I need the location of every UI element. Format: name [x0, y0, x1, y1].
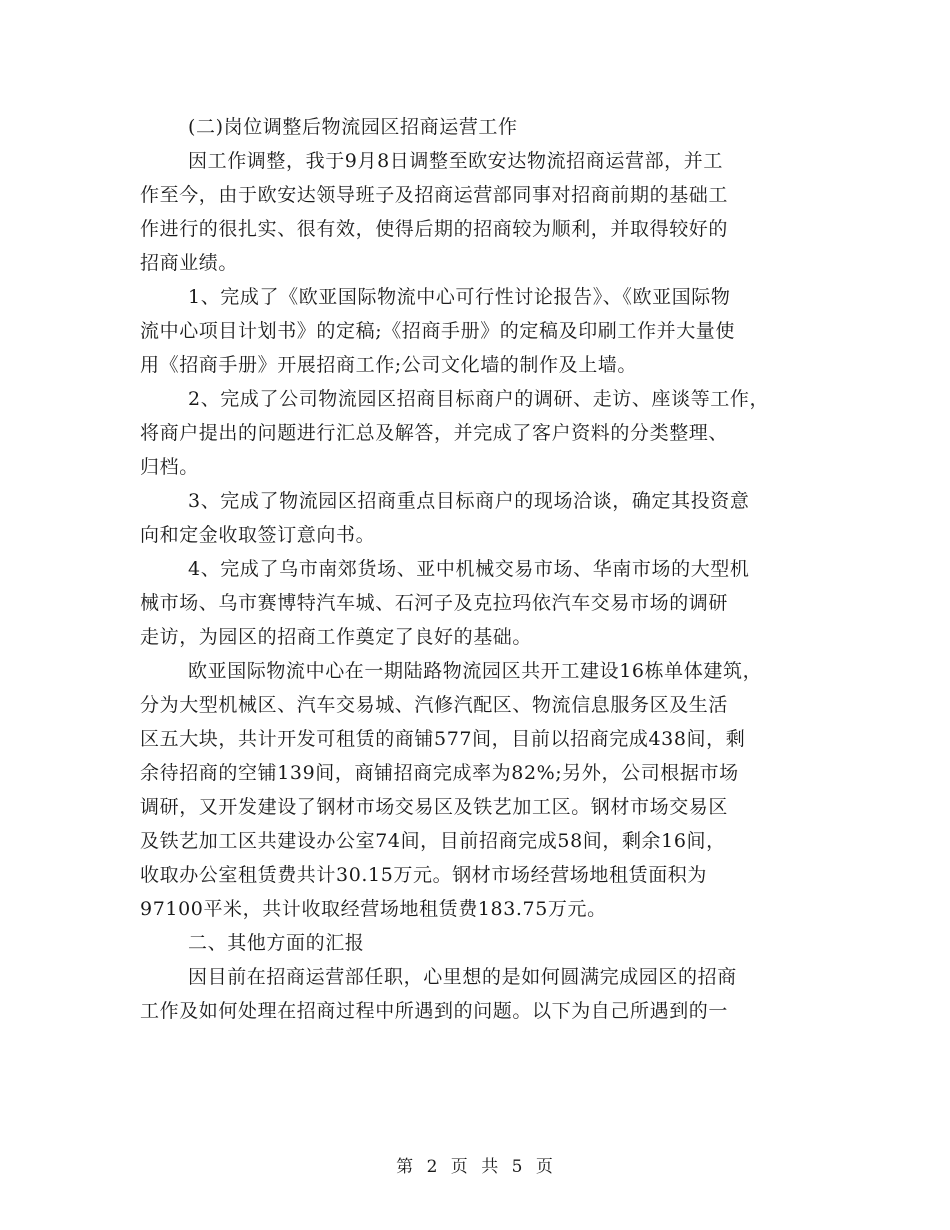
paragraph-line: 作至今，由于欧安达领导班子及招商运营部同事对招商前期的基础工: [140, 184, 729, 206]
paragraph-line: 流中心项目计划书》的定稿;《招商手册》的定稿及印刷工作并大量使: [140, 320, 736, 342]
paragraph-line: 械市场、乌市赛博特汽车城、石河子及克拉玛依汽车交易市场的调研: [140, 592, 729, 614]
paragraph-line: 97100平米，共计收取经营场地租赁费183.75万元。: [140, 898, 607, 920]
document-body: [140, 110, 820, 1028]
section-heading: (二)岗位调整后物流园区招商运营工作: [188, 116, 518, 138]
paragraph-line: 向和定金收取签订意向书。: [140, 524, 376, 546]
section-heading: 二、其他方面的汇报: [188, 932, 365, 954]
footer-gong: 共: [481, 1157, 500, 1177]
footer-di: 第: [396, 1157, 415, 1177]
footer-ye: 页: [450, 1157, 469, 1177]
paragraph-line: 4、完成了乌市南郊货场、亚中机械交易市场、华南市场的大型机: [188, 558, 750, 580]
paragraph-line: 走访，为园区的招商工作奠定了良好的基础。: [140, 626, 533, 648]
paragraph-line: 区五大块，共计开发可租赁的商铺577间，目前以招商完成438间，剩: [140, 728, 746, 750]
paragraph-line: 因目前在招商运营部任职，心里想的是如何圆满完成园区的招商: [188, 966, 737, 988]
paragraph-line: 及铁艺加工区共建设办公室74间，目前招商完成58间，剩余16间，: [140, 830, 726, 852]
paragraph-line: 2、完成了公司物流园区招商目标商户的调研、走访、座谈等工作，: [188, 388, 770, 410]
paragraph-line: 调研，又开发建设了钢材市场交易区及铁艺加工区。钢材市场交易区: [140, 796, 729, 818]
paragraph-line: 用《招商手册》开展招商工作;公司文化墙的制作及上墙。: [140, 354, 638, 376]
paragraph-line: 工作及如何处理在招商过程中所遇到的问题。以下为自己所遇到的一: [140, 1000, 729, 1022]
page-footer: [0, 1152, 950, 1177]
paragraph-line: 归档。: [140, 456, 199, 478]
paragraph-line: 分为大型机械区、汽车交易城、汽修汽配区、物流信息服务区及生活: [140, 694, 729, 716]
footer-total-pages: 5: [511, 1157, 524, 1177]
paragraph-line: 3、完成了物流园区招商重点目标商户的现场洽谈，确定其投资意: [188, 490, 750, 512]
paragraph-line: 余待招商的空铺139间，商铺招商完成率为82%;另外，公司根据市场: [140, 762, 739, 784]
paragraph-line: 因工作调整，我于9月8日调整至欧安达物流招商运营部，并工: [188, 150, 723, 172]
paragraph-line: 将商户提出的问题进行汇总及解答，并完成了客户资料的分类整理、: [140, 422, 729, 444]
footer-ye: 页: [535, 1157, 554, 1177]
paragraph-line: 招商业绩。: [140, 252, 239, 274]
paragraph-line: 收取办公室租赁费共计30.15万元。钢材市场经营场地租赁面积为: [140, 864, 707, 886]
paragraph-line: 1、完成了《欧亚国际物流中心可行性讨论报告》、《欧亚国际物: [188, 286, 731, 308]
paragraph-line: 欧亚国际物流中心在一期陆路物流园区共开工建设16栋单体建筑，: [188, 660, 763, 682]
footer-page-number: 2: [426, 1157, 439, 1177]
paragraph-line: 作进行的很扎实、很有效，使得后期的招商较为顺利，并取得较好的: [140, 218, 729, 240]
